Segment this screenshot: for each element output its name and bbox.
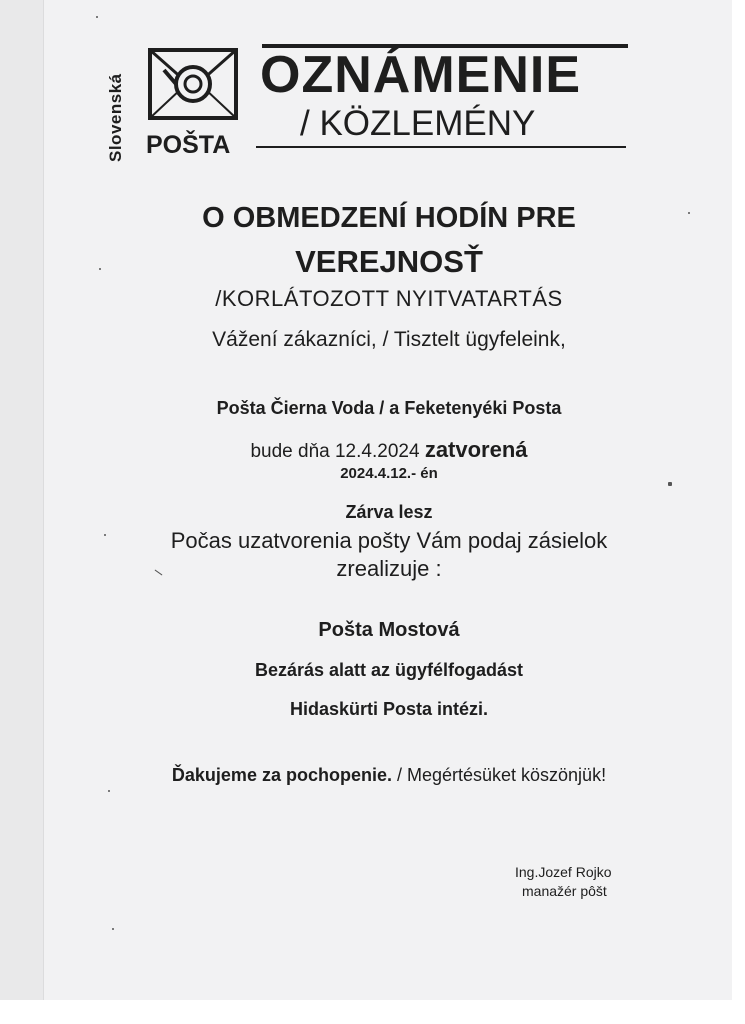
closed-word: zatvorená [424, 437, 528, 462]
signature-name: Ing.Jozef Rojko [515, 864, 612, 880]
scan-speck [668, 482, 672, 486]
thanks-sk: Ďakujeme za pochopenie. [171, 765, 392, 785]
scan-speck [108, 790, 110, 792]
during-line2: zrealizuje : [336, 556, 442, 581]
alt-hu-line2: Hidaskürti Posta intézi. [289, 699, 489, 719]
notice-heading-line2: VEREJNOSŤ [295, 244, 483, 279]
alt-office: Pošta Mostová [318, 619, 460, 641]
greeting: Vážení zákazníci, / Tisztelt ügyfeleink, [212, 328, 566, 351]
closed-line [44, 437, 734, 463]
logo-vertical-text: Slovenská [106, 73, 125, 162]
logo-name: POŠTA [146, 131, 231, 159]
closed-prefix: bude dňa 12.4.2024 [250, 441, 425, 462]
post-horn-envelope-icon [148, 48, 238, 120]
during-line1: Počas uzatvorenia pošty Vám podaj zásielok [170, 528, 608, 553]
thanks-hu: / Megértésüket köszönjük! [391, 765, 607, 785]
thanks-line [44, 765, 734, 786]
date-hu: 2024.4.12.- én [340, 465, 438, 482]
notice-heading-line1: O OBMEDZENÍ HODÍN PRE [202, 202, 576, 234]
notice-heading-hu: /KORLÁTOZOTT NYITVATARTÁS [215, 286, 563, 311]
page-subtitle: / KÖZLEMÉNY [300, 104, 536, 143]
office-name: Pošta Čierna Voda / a Feketenyéki Posta [216, 398, 562, 418]
scan-speck [104, 534, 106, 536]
signature-role: manažér pôšt [522, 883, 607, 899]
scan-speck [99, 268, 101, 270]
header-rule-bottom [256, 146, 626, 148]
alt-hu-line1: Bezárás alatt az ügyfélfogadást [254, 660, 524, 680]
scan-speck [112, 928, 114, 930]
scan-speck [96, 16, 98, 18]
scan-edge-bottom [0, 1000, 745, 1024]
scan-speck [688, 212, 690, 214]
closed-hu: Zárva lesz [345, 502, 433, 522]
page-title: OZNÁMENIE [260, 46, 581, 104]
